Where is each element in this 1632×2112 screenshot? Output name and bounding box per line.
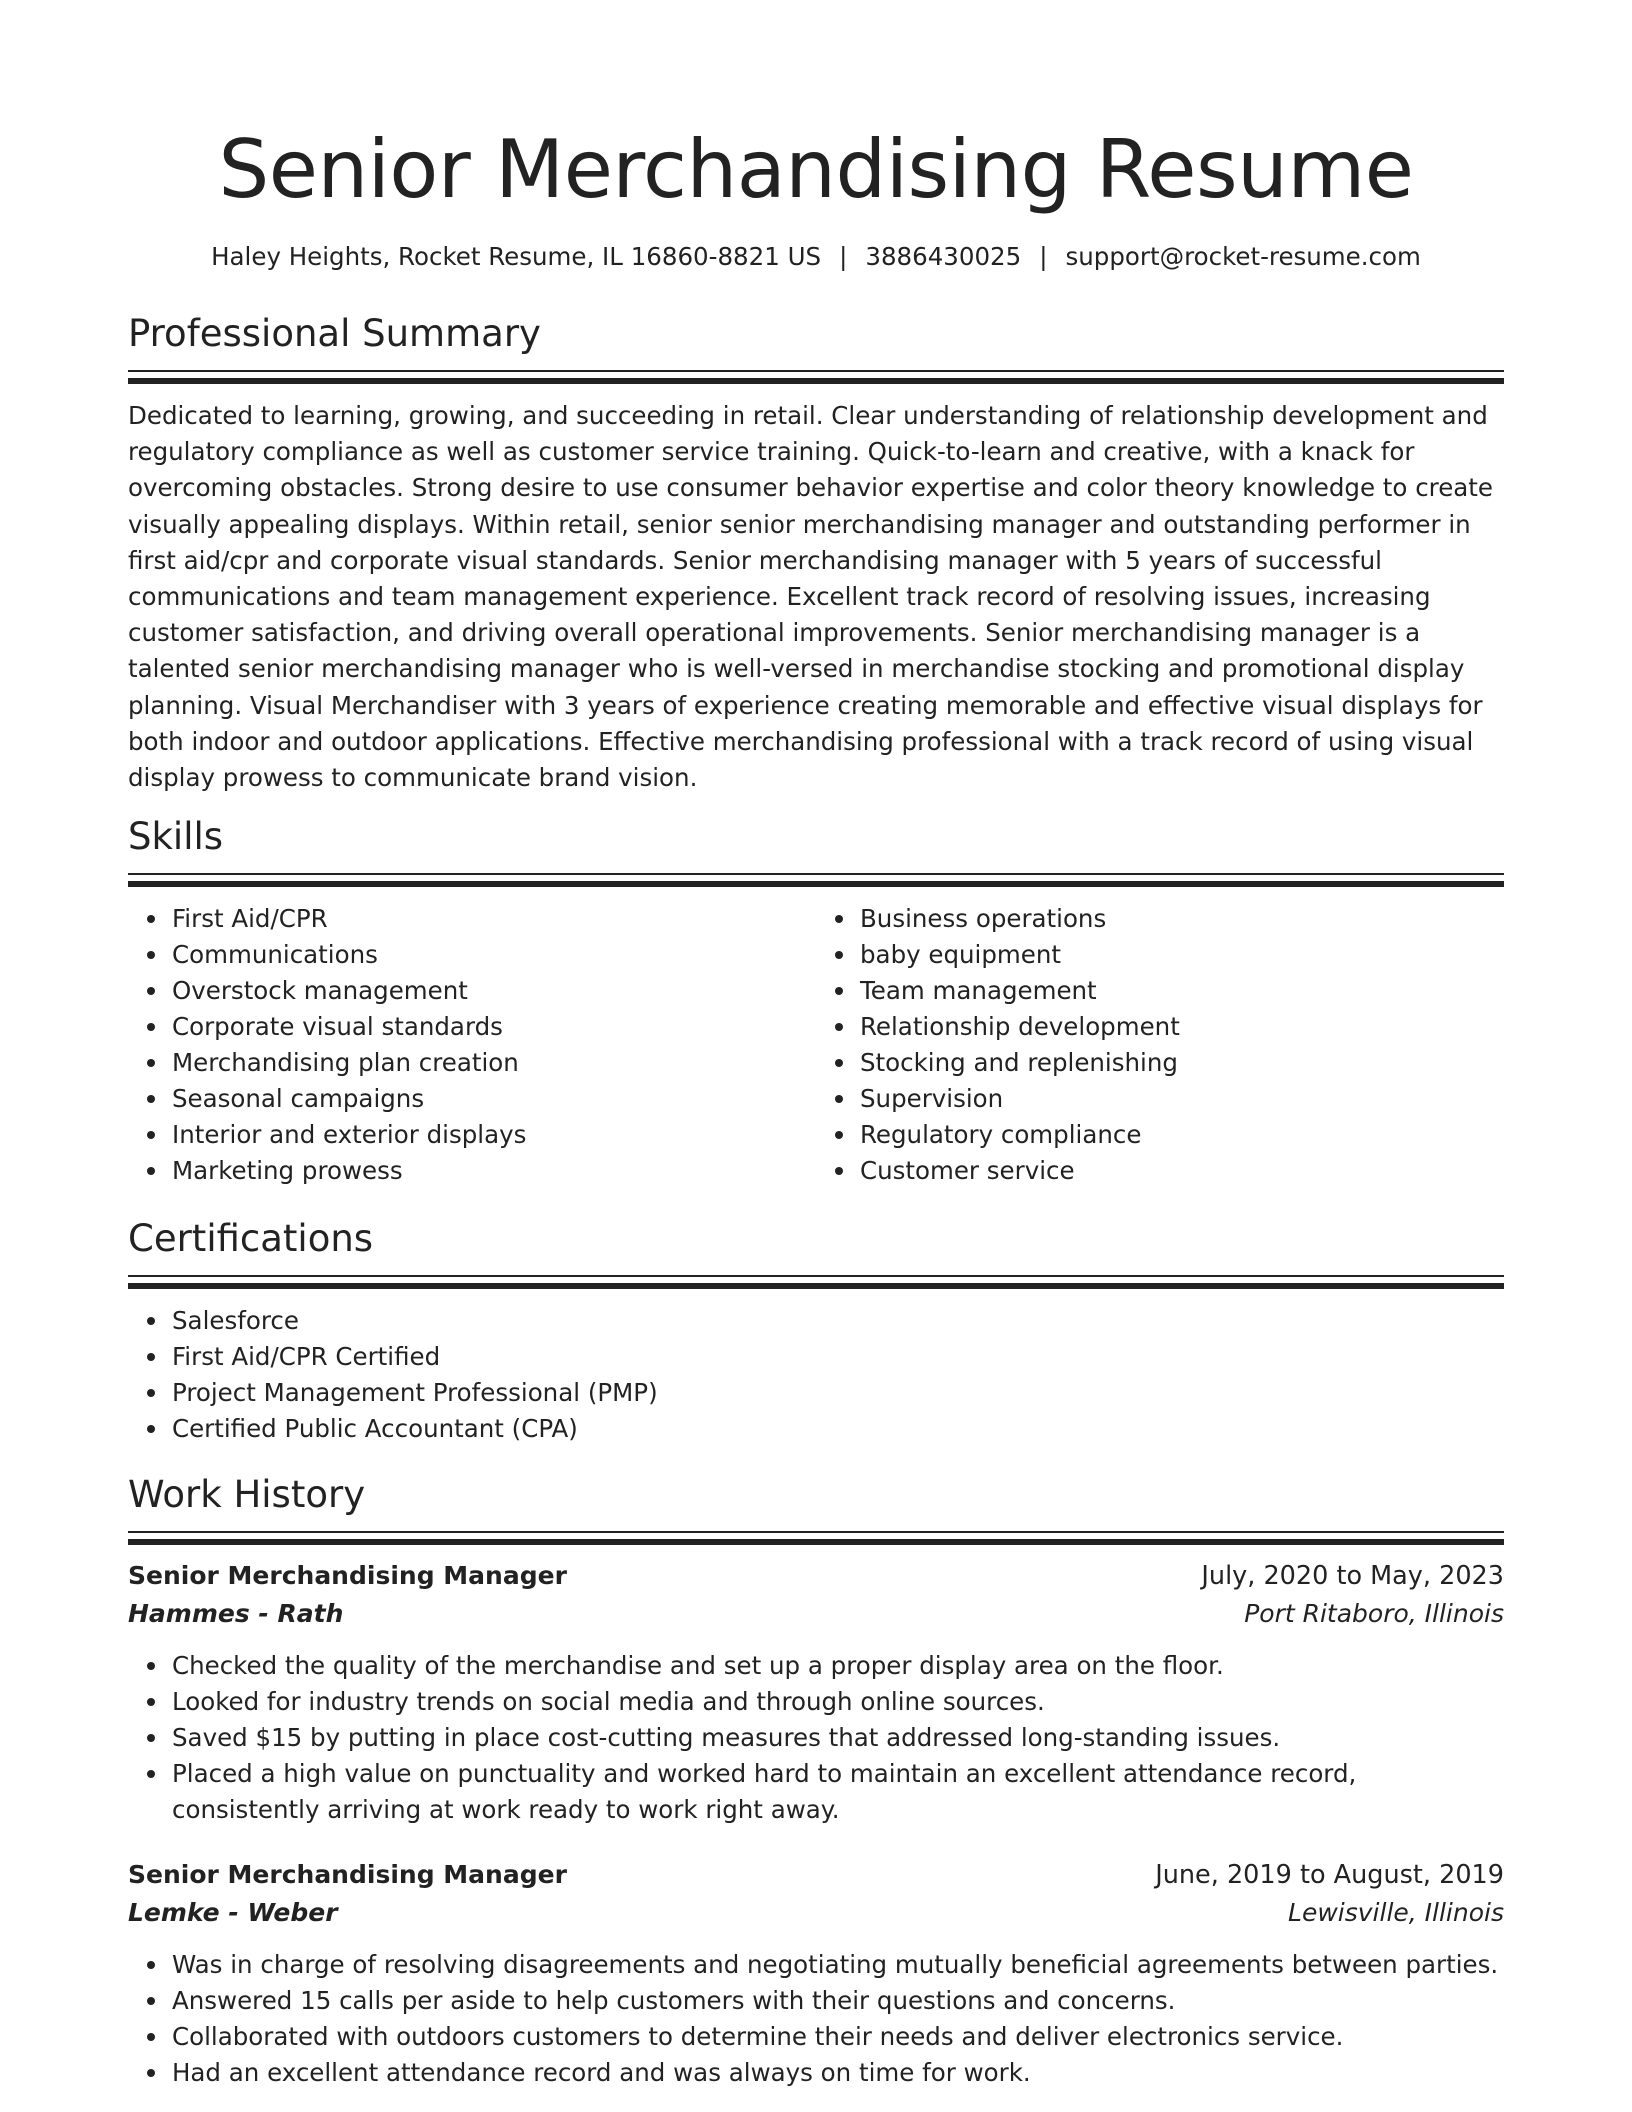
contact-separator: | [1039, 242, 1048, 271]
list-item: First Aid/CPR [172, 901, 816, 937]
section-certifications [128, 1213, 1504, 1447]
job-subheader [128, 1894, 1504, 1932]
job-header [128, 1557, 1504, 1595]
section-divider [128, 1275, 1504, 1289]
skills-column-left [128, 901, 816, 1189]
list-item: Corporate visual standards [172, 1009, 816, 1045]
job-entry [128, 1856, 1504, 2091]
skills-column-right [816, 901, 1504, 1189]
section-work-history [128, 1469, 1504, 2091]
job-subheader [128, 1595, 1504, 1633]
job-bullets [128, 1648, 1504, 1828]
job-location: Lewisville, Illinois [1288, 1898, 1504, 1928]
contact-address: Haley Heights, Rocket Resume, IL 16860-8821 US [211, 242, 822, 271]
resume-title: Senior Merchandising Resume [218, 123, 1414, 216]
list-item: Answered 15 calls per aside to help customers with their questions and concerns. [172, 1983, 1504, 2019]
list-item: Project Management Professional (PMP) [172, 1375, 1504, 1411]
job-company: Lemke - Weber [128, 1898, 338, 1928]
section-heading-skills: Skills [128, 815, 224, 859]
contact-separator: | [839, 242, 848, 271]
list-item: Communications [172, 937, 816, 973]
list-item: Saved $15 by putting in place cost-cutting measures that addressed long-standing issues. [172, 1720, 1504, 1756]
section-skills [128, 811, 1504, 1189]
job-title: Senior Merchandising Manager [128, 1561, 567, 1591]
list-item: Regulatory compliance [860, 1117, 1504, 1153]
list-item: Supervision [860, 1081, 1504, 1117]
job-dates: June, 2019 to August, 2019 [1155, 1860, 1504, 1891]
skills-list-right [816, 901, 1504, 1189]
section-divider [128, 1531, 1504, 1545]
list-item: Certified Public Accountant (CPA) [172, 1411, 1504, 1447]
list-item: Customer service [860, 1153, 1504, 1189]
section-divider [128, 873, 1504, 887]
section-divider [128, 370, 1504, 384]
list-item: First Aid/CPR Certified [172, 1339, 1504, 1375]
job-bullets [128, 1947, 1504, 2091]
job-dates: July, 2020 to May, 2023 [1201, 1561, 1504, 1592]
section-heading-summary: Professional Summary [128, 312, 541, 355]
list-item: Business operations [860, 901, 1504, 937]
list-item: Team management [860, 973, 1504, 1009]
list-item: Relationship development [860, 1009, 1504, 1045]
job-entry [128, 1557, 1504, 1828]
list-item: Overstock management [172, 973, 816, 1009]
list-item: Interior and exterior displays [172, 1117, 816, 1153]
section-heading-certifications: Certifications [128, 1217, 374, 1261]
job-company: Hammes - Rath [128, 1599, 344, 1629]
list-item: Marketing prowess [172, 1153, 816, 1189]
list-item: Looked for industry trends on social media and through online sources. [172, 1684, 1504, 1720]
summary-text: Dedicated to learning, growing, and succeeding in retail. Clear understanding of relationship development and regulatory compliance as well as customer service training. Quick-to-learn and creative, with a knack for overcoming obstacles. Strong desire to use consumer behavior expertise and color theory knowledge to create visually appealing displays. Within retail, senior senior merchandising manager and outstanding performer in first aid/cpr and corporate visual standards. Senior merchandising manager with 5 years of successful communications and team management experience. Excellent track record of resolving issues, increasing customer satisfaction, and driving overall operational improvements. Senior merchandising manager is a talented senior merchandising manager who is well-versed in merchandise stocking and promotional display planning. Visual Merchandiser with 3 years of experience creating memorable and effective visual displays for both indoor and outdoor applications. Effective merchandising professional with a track record of using visual display prowess to communicate brand vision. [128, 401, 1493, 793]
list-item: baby equipment [860, 937, 1504, 973]
skills-list-left [128, 901, 816, 1189]
contact-phone: 3886430025 [865, 242, 1022, 271]
list-item: Merchandising plan creation [172, 1045, 816, 1081]
list-item: Salesforce [172, 1303, 1504, 1339]
contact-email[interactable]: support@rocket-resume.com [1065, 242, 1421, 271]
list-item: Checked the quality of the merchandise and set up a proper display area on the floor. [172, 1648, 1504, 1684]
job-location: Port Ritaboro, Illinois [1244, 1599, 1504, 1629]
list-item: Collaborated with outdoors customers to determine their needs and deliver electronics service. [172, 2019, 1504, 2055]
section-heading-work-history: Work History [128, 1473, 366, 1517]
section-summary [128, 308, 1504, 796]
list-item: Was in charge of resolving disagreements and negotiating mutually beneficial agreements between parties. [172, 1947, 1504, 1983]
list-item: Had an excellent attendance record and was always on time for work. [172, 2055, 1504, 2091]
job-title: Senior Merchandising Manager [128, 1860, 567, 1890]
list-item: Stocking and replenishing [860, 1045, 1504, 1081]
contact-line [128, 240, 1504, 274]
skills-grid [128, 901, 1504, 1189]
list-item: Seasonal campaigns [172, 1081, 816, 1117]
certifications-list [128, 1303, 1504, 1447]
list-item: Placed a high value on punctuality and worked hard to maintain an excellent attendance record, consistently arriving at work ready to work right away. [172, 1756, 1504, 1828]
job-header [128, 1856, 1504, 1894]
